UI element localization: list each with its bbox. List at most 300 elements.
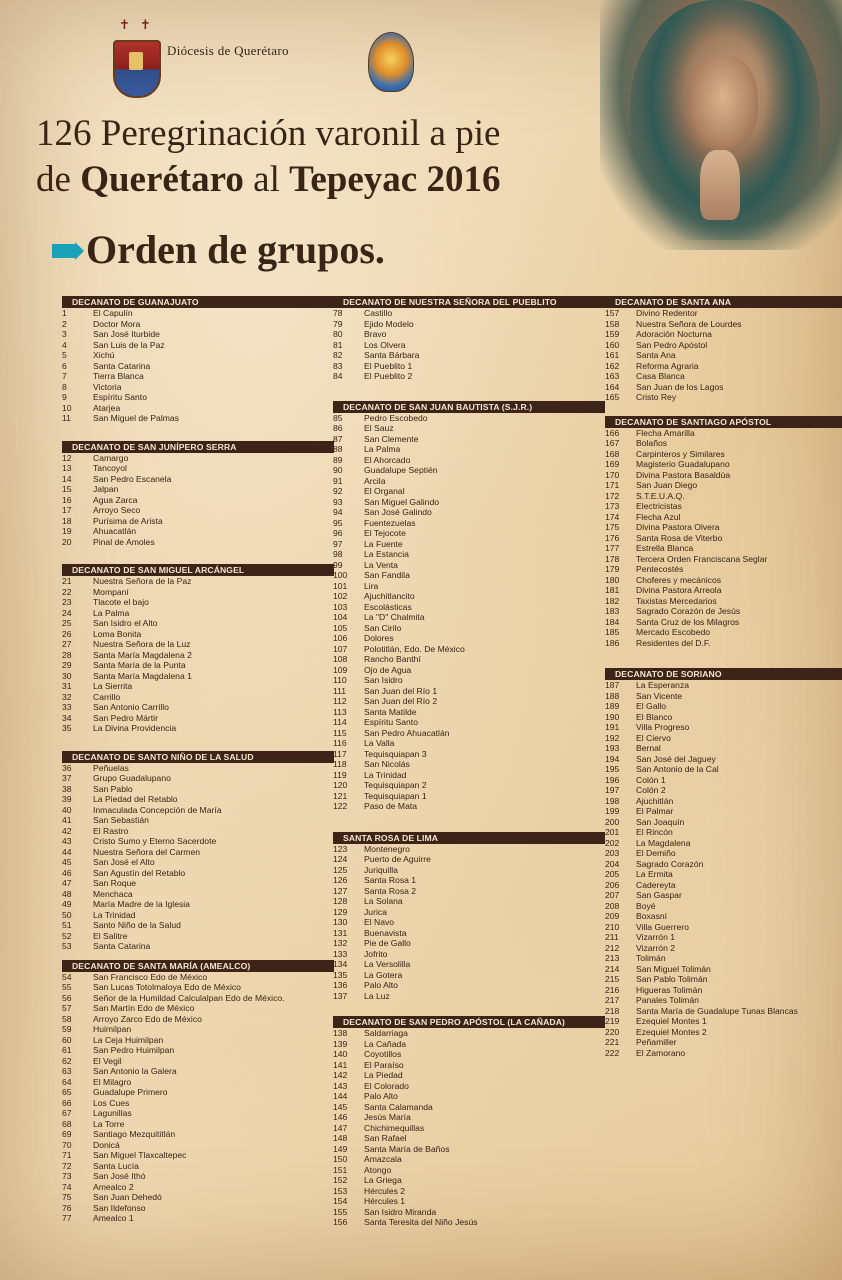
group-name: Polotitlán, Edo. De México [364,643,465,654]
group-number: 76 [62,1202,72,1213]
list-item [333,371,605,382]
list-item [62,618,334,629]
group-number: 8 [62,381,67,392]
list-item [605,1048,842,1059]
group-name: Jurica [364,906,387,917]
group-number: 148 [333,1133,348,1143]
group-name: Cristo Rey [636,392,677,402]
list-item [62,847,334,858]
group-name: La Solana [364,896,403,906]
group-number: 162 [605,360,620,371]
list-item [62,1098,334,1109]
group-name: Doctor Mora [93,318,141,329]
group-name: Sagrado Corazón de Jesús [636,606,741,616]
list-item [333,591,605,602]
group-number: 83 [333,360,343,371]
group-name: Grupo Guadalupano [93,773,171,783]
group-number: 186 [605,637,620,648]
group-number: 180 [605,574,620,585]
group-name: Montenegro [364,843,410,854]
group-name: Nuestra Señora de la Luz [93,639,191,649]
list-item [333,801,605,812]
list-item [333,1175,605,1186]
list-item [333,696,605,707]
group-number: 46 [62,867,72,878]
list-item [333,886,605,897]
group-name: San Antonio de la Cal [636,764,719,774]
group-name: San Ildefonso [93,1202,146,1213]
list-item [605,775,842,786]
decanato-section [62,751,334,952]
group-number: 17 [62,505,72,515]
list-item [62,868,334,879]
group-name: Villa Guerrero [636,921,689,932]
group-number: 36 [62,762,72,773]
group-number: 181 [605,585,620,595]
group-name: El Palmar [636,806,674,816]
group-number: 150 [333,1154,348,1164]
group-number: 26 [62,628,72,639]
group-name: La "D" Chalmita [364,612,425,622]
list-item [62,1056,334,1067]
group-name: San Pedro Apóstol [636,339,708,350]
list-item [333,759,605,770]
group-name: Saldarriaga [364,1028,408,1038]
list-item [333,602,605,613]
group-number: 63 [62,1066,72,1076]
group-number: 65 [62,1087,72,1097]
list-item [605,585,842,596]
group-name: Buenavista [364,927,407,938]
group-name: La Trinidad [364,769,407,780]
group-number: 67 [62,1108,72,1118]
group-number: 72 [62,1160,72,1171]
title-line-2: de Querétaro al Tepeyac 2016 [36,159,501,200]
group-number: 38 [62,783,72,794]
list-item [605,617,842,628]
group-number: 193 [605,743,620,753]
group-name: La Trinidad [93,909,136,920]
list-item [62,392,334,403]
group-name: San Luis de la Paz [93,339,165,350]
group-name: Inmaculada Concepción de María [93,804,222,815]
group-number: 169 [605,459,620,469]
group-name: Pentecostés [636,564,684,574]
list-item [62,319,334,330]
group-name: Tolimán [636,953,666,963]
group-number: 12 [62,452,72,463]
list-item [333,329,605,340]
list-item [333,1207,605,1218]
list-item [605,371,842,382]
group-number: 40 [62,804,72,815]
list-item [333,497,605,508]
group-name: Pinal de Amoles [93,536,155,547]
group-number: 166 [605,427,620,438]
group-number: 177 [605,543,620,553]
group-name: Agua Zarca [93,494,138,505]
list-item [605,1027,842,1038]
group-name: San Joaquín [636,816,685,827]
group-name: Hércules 2 [364,1185,406,1196]
group-number: 134 [333,959,348,969]
group-number: 120 [333,780,348,790]
group-name: Santa Matilde [364,706,417,717]
group-number: 78 [333,308,343,318]
list-item [605,329,842,340]
group-number: 77 [62,1213,72,1223]
group-number: 192 [605,732,620,743]
list-item [62,453,334,464]
list-item [605,543,842,554]
group-name: La Luz [364,990,390,1001]
decanato-section [62,960,334,1224]
group-name: Xichú [93,350,115,360]
list-item [62,537,334,548]
group-number: 86 [333,423,343,433]
group-number: 172 [605,490,620,501]
column-2 [333,296,605,1228]
group-name: Bolaños [636,438,668,448]
group-number: 60 [62,1034,72,1045]
group-number: 151 [333,1164,348,1175]
group-name: San Antonio Carrillo [93,702,169,712]
group-number: 82 [333,350,343,360]
group-number: 204 [605,858,620,869]
list-item [605,985,842,996]
jubilee-logo-icon [368,32,414,92]
group-name: Paso de Mata [364,801,418,811]
group-number: 200 [605,816,620,827]
group-name: Reforma Agraria [636,360,699,371]
group-number: 139 [333,1038,348,1049]
group-name: Dolores [364,633,394,643]
list-item [62,371,334,382]
list-item [333,1070,605,1081]
group-number: 136 [333,980,348,990]
group-number: 32 [62,691,72,702]
list-item [62,723,334,734]
group-name: San Miguel Galindo [364,496,440,507]
list-item [333,749,605,760]
group-number: 212 [605,942,620,953]
group-name: Vizarrón 1 [636,932,676,942]
group-name: Magisterio Guadalupano [636,459,730,469]
group-number: 1 [62,308,67,318]
group-number: 80 [333,329,343,339]
group-name: Flecha Azul [636,511,681,522]
list-item [62,639,334,650]
list-item [605,680,842,691]
group-name: La Fuente [364,538,403,549]
list-item [605,995,842,1006]
group-name: Bernal [636,743,661,753]
group-name: Arcila [364,475,386,486]
group-name: Nuestra Señora de Lourdes [636,318,742,329]
group-name: Santa Rosa 2 [364,885,417,896]
group-name: Santa María Magdalena 2 [93,649,192,660]
list-item [333,1081,605,1092]
group-name: San Isidro Miranda [364,1206,437,1217]
group-name: Divina Pastora Olvera [636,522,720,532]
group-name: La Estancia [364,549,409,559]
group-number: 124 [333,854,348,864]
group-number: 112 [333,696,347,706]
list-item [333,350,605,361]
group-name: Ahuacatlán [93,526,137,536]
list-item [333,844,605,855]
group-number: 130 [333,917,348,927]
group-name: San Pablo Tolimán [636,974,708,984]
list-item [62,660,334,671]
list-item [333,728,605,739]
group-number: 209 [605,911,620,921]
group-number: 170 [605,469,620,480]
group-name: Residentes del D.F. [636,637,711,648]
list-item [62,1213,334,1224]
group-number: 23 [62,597,72,607]
group-number: 118 [333,759,347,769]
group-name: Palo Alto [364,980,398,990]
group-name: San Miguel de Palmas [93,413,179,423]
list-item [333,434,605,445]
group-name: El Pueblito 1 [364,360,413,371]
group-name: El Navo [364,917,395,927]
decanato-section [333,832,605,1002]
group-number: 35 [62,723,72,733]
list-item [333,938,605,949]
group-number: 4 [62,339,67,350]
group-name: Tequisquiapan 2 [364,780,427,790]
group-name: La Cañada [364,1038,407,1049]
group-number: 167 [605,438,620,448]
list-item [62,982,334,993]
group-number: 218 [605,1005,620,1016]
list-item [605,308,842,319]
group-name: Panales Tolimán [636,995,699,1005]
list-item [605,943,842,954]
group-number: 56 [62,992,72,1003]
list-item [333,539,605,550]
list-item [605,627,842,638]
list-item [62,463,334,474]
list-item [333,623,605,634]
group-number: 154 [333,1196,348,1206]
list-item [62,484,334,495]
group-number: 68 [62,1118,72,1129]
group-number: 6 [62,360,67,371]
group-number: 178 [605,553,620,564]
group-name: Jesús María [364,1112,411,1122]
decanato-section [333,1016,605,1228]
list-item [62,1066,334,1077]
group-number: 53 [62,941,72,951]
group-name: Colón 1 [636,774,666,785]
group-number: 174 [605,511,620,522]
group-number: 215 [605,974,620,984]
decanato-section [605,416,842,649]
group-number: 191 [605,722,620,732]
list-item [62,340,334,351]
list-item [605,428,842,439]
group-name: Colón 2 [636,785,666,795]
group-number: 133 [333,948,348,959]
list-item [605,449,842,460]
list-item [333,717,605,728]
group-name: Purísima de Arista [93,515,163,526]
group-name: San Clemente [364,433,419,444]
group-number: 57 [62,1003,72,1013]
list-item [605,512,842,523]
group-number: 116 [333,738,347,748]
group-name: Cristo Sumo y Eterno Sacerdote [93,836,217,846]
list-item [605,438,842,449]
list-item [333,612,605,623]
group-number: 219 [605,1016,620,1026]
group-name: San Sebastián [93,815,149,825]
group-name: Loma Bonita [93,628,142,639]
group-name: Santiago Mezquititlán [93,1129,176,1139]
list-item [333,1123,605,1134]
group-number: 51 [62,920,72,930]
group-number: 199 [605,806,620,816]
group-number: 71 [62,1150,72,1160]
list-item [62,526,334,537]
group-number: 216 [605,984,620,995]
group-name: El Gallo [636,701,667,711]
group-number: 121 [333,790,348,801]
group-number: 173 [605,501,620,511]
group-number: 61 [62,1045,72,1055]
group-name: San Cirilo [364,622,402,633]
group-name: San José del Jaguey [636,753,716,764]
group-name: Pedro Escobedo [364,412,428,423]
list-item [605,361,842,372]
list-item [605,953,842,964]
list-item [605,712,842,723]
decanato-section [333,401,605,812]
list-item [62,1171,334,1182]
group-name: El Zamorano [636,1047,686,1058]
group-number: 74 [62,1181,72,1192]
group-name: Palo Alto [364,1091,398,1101]
group-number: 197 [605,785,620,795]
group-number: 158 [605,318,620,329]
group-name: El Milagro [93,1076,132,1087]
group-name: San Francisco Edo de México [93,971,208,982]
group-number: 49 [62,899,72,909]
list-item [62,836,334,847]
group-name: La Torre [93,1118,125,1129]
list-item [62,784,334,795]
list-item [605,859,842,870]
group-number: 140 [333,1049,348,1059]
list-item [605,691,842,702]
list-item [605,1006,842,1017]
list-item [62,1182,334,1193]
list-item [333,581,605,592]
group-name: Tercera Orden Franciscana Seglar [636,553,768,564]
group-name: Santa Bárbara [364,350,420,360]
list-item [62,1203,334,1214]
list-item [62,857,334,868]
group-name: El Ahorcado [364,454,411,465]
list-item [62,889,334,900]
group-name: Arroyo Seco [93,505,141,515]
list-item [62,1077,334,1088]
list-item [333,875,605,886]
list-item [62,773,334,784]
group-number: 156 [333,1217,348,1227]
group-number: 175 [605,522,620,532]
group-number: 114 [333,717,347,727]
group-number: 39 [62,794,72,804]
group-number: 207 [605,890,620,900]
column-1 [62,296,334,1224]
group-name: Amealco 2 [93,1181,134,1192]
group-number: 179 [605,564,620,574]
group-name: Amealco 1 [93,1213,134,1223]
group-name: Adoración Nocturna [636,329,712,339]
list-item [333,654,605,665]
list-item [605,890,842,901]
group-name: Casa Blanca [636,371,685,381]
group-number: 28 [62,649,72,660]
group-number: 31 [62,681,72,691]
group-name: Santa Cruz de los Milagros [636,616,740,627]
list-item [333,528,605,539]
group-number: 137 [333,990,348,1001]
group-number: 109 [333,664,348,675]
group-number: 107 [333,643,348,654]
list-item [333,423,605,434]
list-item [333,549,605,560]
group-number: 183 [605,606,620,616]
list-item [62,516,334,527]
group-name: Flecha Amarilla [636,427,695,438]
group-number: 190 [605,711,620,722]
group-number: 184 [605,616,620,627]
group-name: San Miguel Tlaxcaltepec [93,1150,187,1160]
group-number: 123 [333,843,348,854]
group-number: 2 [62,318,67,329]
group-name: Nuestra Señora del Carmen [93,846,200,857]
list-item [333,1186,605,1197]
group-name: El Rastro [93,825,129,836]
group-name: Ojo de Agua [364,664,412,675]
group-name: Mercado Escobedo [636,627,711,637]
group-number: 211 [605,932,619,942]
group-number: 20 [62,536,72,547]
list-item [333,308,605,319]
list-item [62,815,334,826]
group-number: 70 [62,1139,72,1150]
group-number: 127 [333,885,348,896]
list-item [605,785,842,796]
group-number: 157 [605,308,620,318]
group-number: 47 [62,878,72,888]
group-name: San Nicolás [364,759,410,769]
group-number: 45 [62,857,72,867]
group-name: Tancoyol [93,463,127,473]
group-name: La Gotera [364,969,403,980]
group-number: 13 [62,463,72,473]
list-item [62,899,334,910]
list-item [333,738,605,749]
section-heading: Orden de grupos. [86,227,385,272]
group-number: 143 [333,1080,348,1091]
list-item [62,495,334,506]
